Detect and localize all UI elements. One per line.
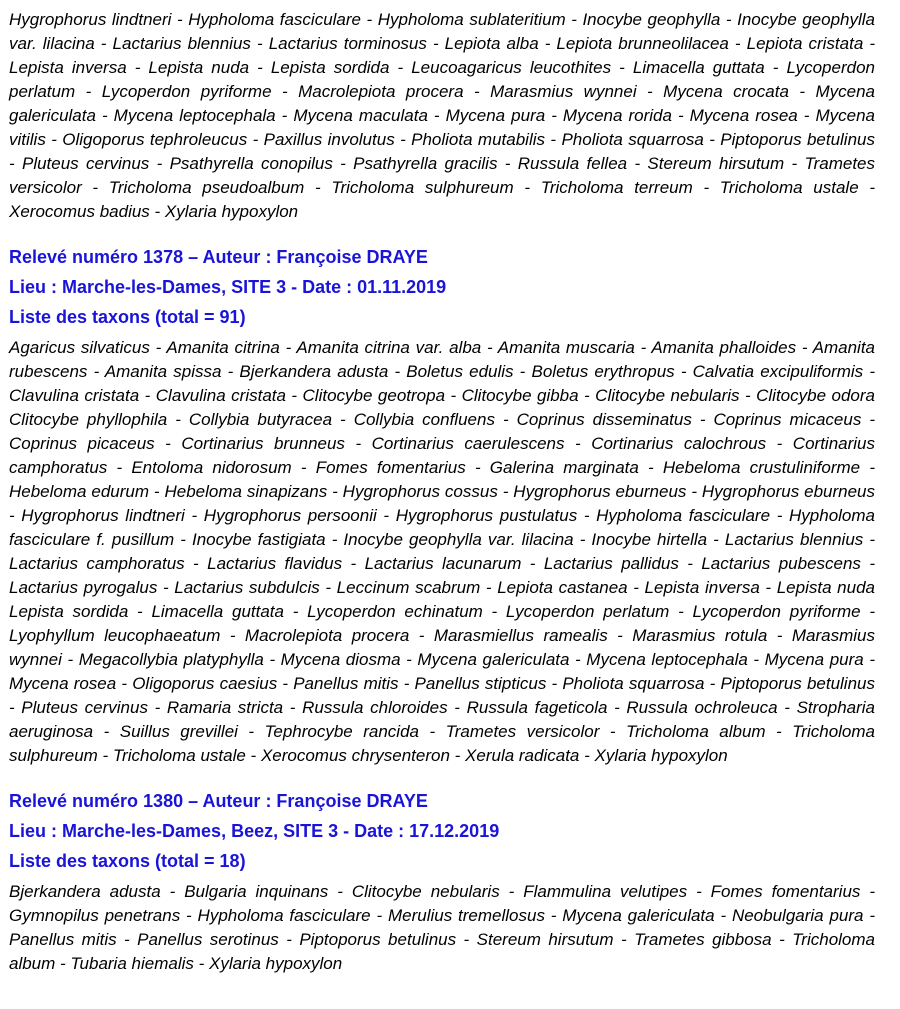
releve-taxa-count: Liste des taxons (total = 91) (9, 307, 246, 327)
releve-title: Relevé numéro 1380 – Auteur : Françoise DRAYE (9, 791, 428, 811)
releve-place-date: Lieu : Marche-les-Dames, SITE 3 - Date : 01.11.2019 (9, 277, 447, 297)
releve-taxa-list: Agaricus silvaticus - Amanita citrina - Amanita citrina var. alba - Amanita muscaria - Amanita phalloides - Amanita rubescens - Amanita spissa - Bjerkandera adusta - Boletus edulis - Boletus erythropus - Calvatia excipuliformis - Clavulina cristata - Clavulina cristata - Clitocybe geotropa - Clitocybe gibba - Clitocybe nebularis - Clitocybe odora Clitocybe phyllophila - Collybia butyracea - Collybia confluens - Coprinus disseminatus - Coprinus micaceus - Coprinus picaceus - Cortinarius brunneus - Cortinarius caerulescens - Cortinarius calochrous - Cortinarius camphoratus - Entoloma nidorosum - Fomes fomentarius - Galerina marginata - Hebeloma crustuliniforme - Hebeloma edurum - Hebeloma sinapizans - Hygrophorus cossus - Hygrophorus eburneus - Hygrophorus eburneus - Hygrophorus lindtneri - Hygrophorus persoonii - Hygrophorus pustulatus - Hypholoma fasciculare - Hypholoma fasciculare f. pusillum - Inocybe fastigiata - Inocybe geophylla var. lilacina - Inocybe hirtella - Lactarius blennius - Lactarius camphoratus - Lactarius flavidus - Lactarius lacunarum - Lactarius pallidus - Lactarius pubescens - Lactarius pyrogalus - Lactarius subdulcis - Leccinum scabrum - Lepiota castanea - Lepista inversa - Lepista nuda Lepista sordida - Limacella guttata - Lycoperdon echinatum - Lycoperdon perlatum - Lycoperdon pyriforme - Lyophyllum leucophaeatum - Macrolepiota procera - Marasmiellus ramealis - Marasmius rotula - Marasmius wynnei - Megacollybia platyphylla - Mycena diosma - Mycena galericulata - Mycena leptocephala - Mycena pura - Mycena rosea - Oligoporus caesius - Panellus mitis - Panellus stipticus - Pholiota squarrosa - Piptoporus betulinus - Pluteus cervinus - Ramaria stricta - Russula chloroides - Russula fageticola - Russula ochroleuca - Stropharia aeruginosa - Suillus grevillei - Tephrocybe rancida - Trametes versicolor - Tricholoma album - Tricholoma sulphureum - Tricholoma ustale - Xerocomus chrysenteron - Xerula radicata - Xylaria hypoxylon (9, 338, 875, 765)
releve-1380 (9, 786, 875, 976)
releve-taxa-count: Liste des taxons (total = 18) (9, 851, 246, 871)
releve-title: Relevé numéro 1378 – Auteur : Françoise DRAYE (9, 247, 428, 267)
releve-1378 (9, 242, 875, 768)
document-page (9, 8, 875, 976)
intro-taxa-list: Hygrophorus lindtneri - Hypholoma fasciculare - Hypholoma sublateritium - Inocybe geophylla - Inocybe geophylla var. lilacina - Lactarius blennius - Lactarius torminosus - Lepiota alba - Lepiota brunneolilacea - Lepiota cristata - Lepista inversa - Lepista nuda - Lepista sordida - Leucoagaricus leucothites - Limacella guttata - Lycoperdon perlatum - Lycoperdon pyriforme - Macrolepiota procera - Marasmius wynnei - Mycena crocata - Mycena galericulata - Mycena leptocephala - Mycena maculata - Mycena pura - Mycena rorida - Mycena rosea - Mycena vitilis - Oligoporus tephroleucus - Paxillus involutus - Pholiota mutabilis - Pholiota squarrosa - Piptoporus betulinus - Pluteus cervinus - Psathyrella conopilus - Psathyrella gracilis - Russula fellea - Stereum hirsutum - Trametes versicolor - Tricholoma pseudoalbum - Tricholoma sulphureum - Tricholoma terreum - Tricholoma ustale - Xerocomus badius - Xylaria hypoxylon (9, 10, 875, 221)
releve-taxa-list: Bjerkandera adusta - Bulgaria inquinans - Clitocybe nebularis - Flammulina velutipes - Fomes fomentarius - Gymnopilus penetrans - Hypholoma fasciculare - Merulius tremellosus - Mycena galericulata - Neobulgaria pura - Panellus mitis - Panellus serotinus - Piptoporus betulinus - Stereum hirsutum - Trametes gibbosa - Tricholoma album - Tubaria hiemalis - Xylaria hypoxylon (9, 882, 875, 973)
releve-place-date: Lieu : Marche-les-Dames, Beez, SITE 3 - Date : 17.12.2019 (9, 821, 500, 841)
